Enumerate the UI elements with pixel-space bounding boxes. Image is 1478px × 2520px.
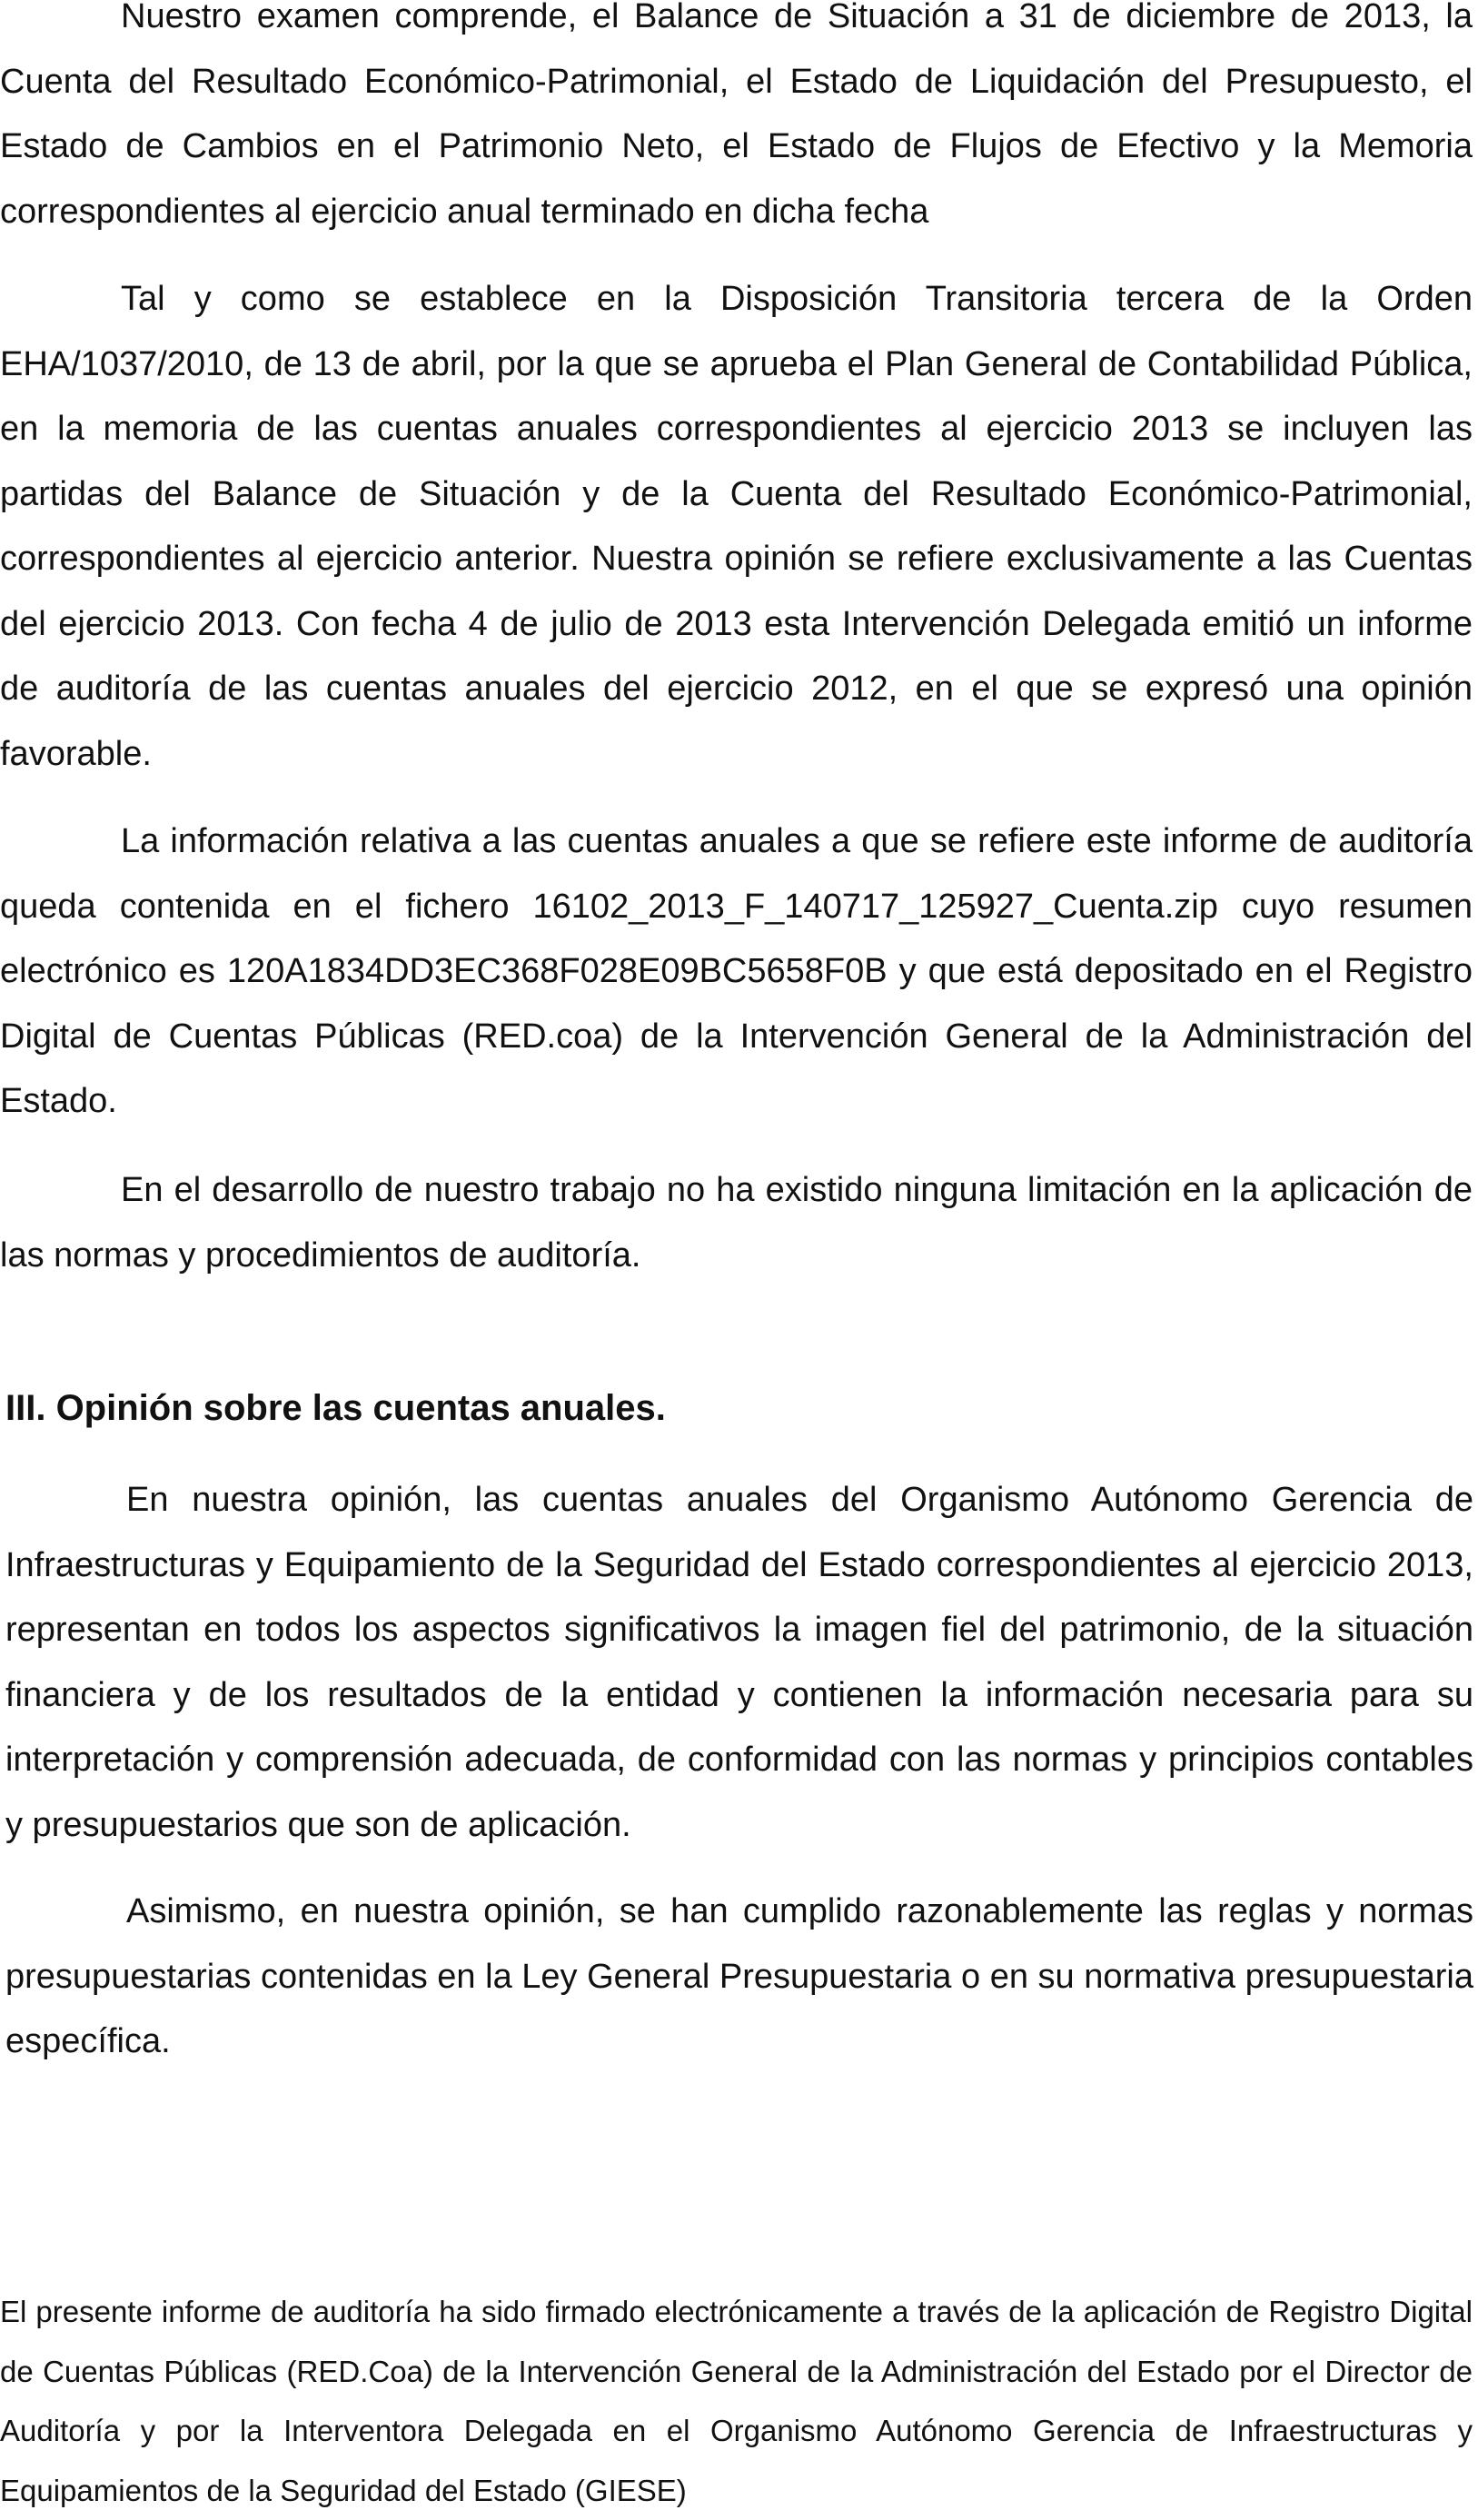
paragraph-accounts-file-reference: La información relativa a las cuentas anuales a que se refiere este informe de auditoría queda contenida en el fichero 16102_2013_F_140717_125927_Cuenta.zip cuyo resumen electrónico es 120A1834DD3EC368F028E09BC5658F0B y que está depositado en el Registro Digital de Cuentas Públicas (RED.coa) de la Intervención General de la Administración del Estado. [0, 822, 1473, 1120]
paragraph-scope-of-examination: Nuestro examen comprende, el Balance de Situación a 31 de diciembre de 2013, la Cuenta del Resultado Económico-Patrimonial, el Estado de Liquidación del Presupuesto, el Estado de Cambios en el Patrimonio Neto, el Estado de Flujos de Efectivo y la Memoria correspondientes al ejercicio anual terminado en dicha fecha [0, 0, 1473, 231]
section-heading-opinion: III. Opinión sobre las cuentas anuales. [5, 1388, 666, 1428]
paragraph-no-limitation: En el desarrollo de nuestro trabajo no ha existido ninguna limitación en la aplicación de las normas y procedimientos de auditoría. [0, 1171, 1473, 1275]
paragraph-opinion-budget-compliance: Asimismo, en nuestra opinión, se han cumplido razonablemente las reglas y normas presupuestarias contenidas en la Ley General Presupuestaria o en su normativa presupuestaria específica. [5, 1892, 1473, 2060]
footer-signature-note: El presente informe de auditoría ha sido firmado electrónicamente a través de la aplicación de Registro Digital de Cuentas Públicas (RED.Coa) de la Intervención General de la Administración del Estado por el Director de Auditoría y por la Interventora Delegada en el Organismo Autónomo Gerencia de Infraestructuras y Equipamientos de la Seguridad del Estado (GIESE) [0, 2295, 1473, 2507]
paragraph-opinion-accounts: En nuestra opinión, las cuentas anuales del Organismo Autónomo Gerencia de Infraestructuras y Equipamiento de la Seguridad del Estado correspondientes al ejercicio 2013, representan en todos los aspectos significativos la imagen fiel del patrimonio, de la situación financiera y de los resultados de la entidad y contienen la información necesaria para su interpretación y comprensión adecuada, de conformidad con las normas y principios contables y presupuestarios que son de aplicación. [5, 1481, 1473, 1844]
paragraph-prior-year-comparatives: Tal y como se establece en la Disposición Transitoria tercera de la Orden EHA/1037/2010, de 13 de abril, por la que se aprueba el Plan General de Contabilidad Pública, en la memoria de las cuentas anuales correspondientes al ejercicio 2013 se incluyen las partidas del Balance de Situación y de la Cuenta del Resultado Económico-Patrimonial, correspondientes al ejercicio anterior. Nuestra opinión se refiere exclusivamente a las Cuentas del ejercicio 2013. Con fecha 4 de julio de 2013 esta Intervención Delegada emitió un informe de auditoría de las cuentas anuales del ejercicio 2012, en el que se expresó una opinión favorable. [0, 280, 1473, 773]
